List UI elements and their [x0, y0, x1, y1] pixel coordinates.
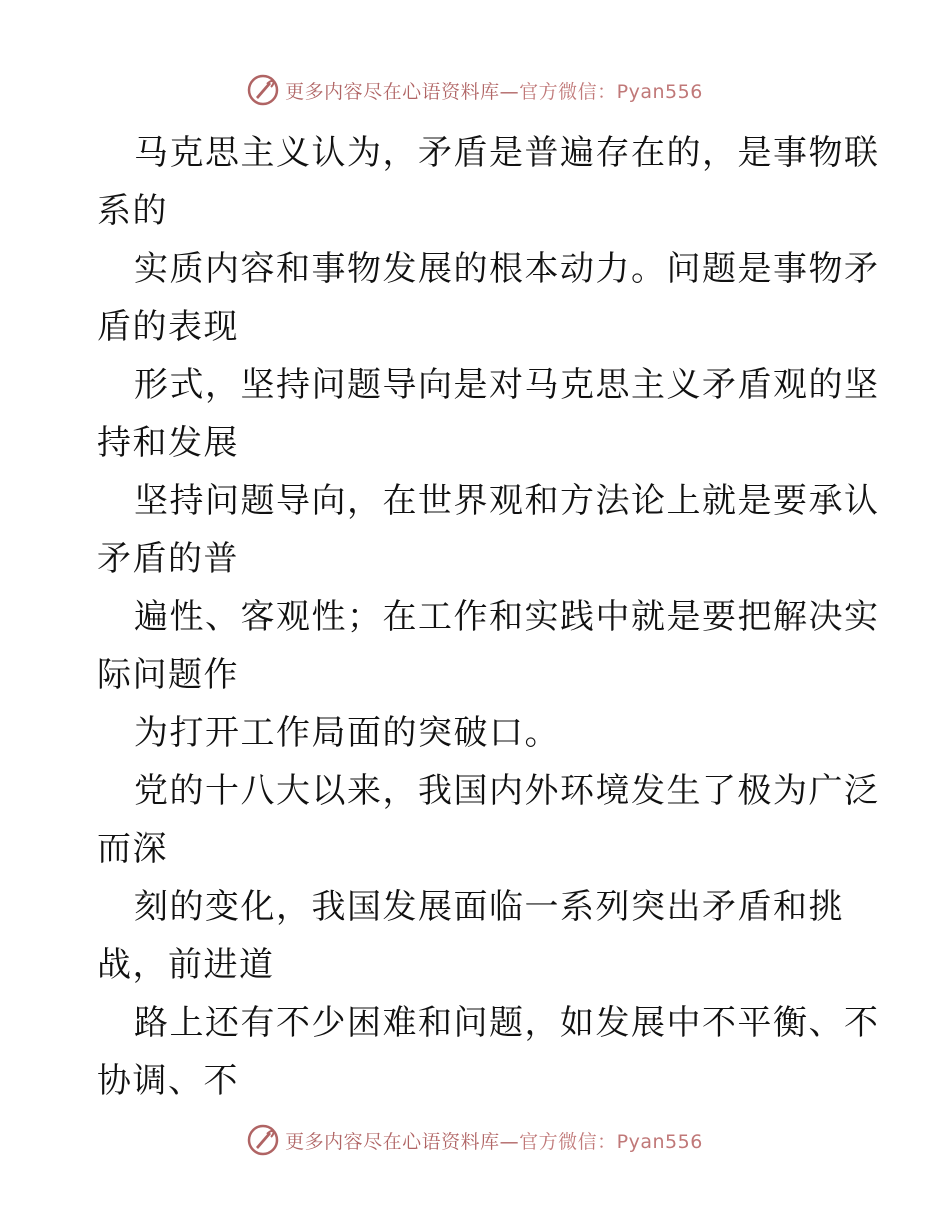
document-body: [97, 124, 880, 1110]
text-line: 系的: [97, 191, 168, 231]
banner-site-text: 更多内容尽在心语资料库—: [285, 1130, 520, 1153]
text-line: 党的十八大以来，我国内外环境发生了极为广泛: [134, 771, 880, 811]
text-line: 战，前进道: [97, 945, 275, 985]
banner-site-text: 更多内容尽在心语资料库—: [285, 80, 520, 103]
banner-wechat-text: 官方微信：Pyan556: [519, 1130, 703, 1153]
text-line: 协调、不: [97, 1061, 239, 1101]
text-line: 为打开工作局面的突破口。: [134, 713, 560, 753]
text-line: 矛盾的普: [97, 539, 239, 579]
feather-pen-logo-icon: [247, 1124, 279, 1156]
banner-wechat-text: 官方微信：Pyan556: [519, 80, 703, 103]
text-line: 遍性、客观性；在工作和实践中就是要把解决实: [134, 597, 880, 637]
text-line: 盾的表现: [97, 307, 239, 347]
header-banner: [0, 70, 950, 110]
text-line: 形式，坚持问题导向是对马克思主义矛盾观的坚: [134, 365, 880, 405]
footer-banner: [0, 1120, 950, 1160]
banner-text: [285, 77, 703, 104]
text-line: 马克思主义认为，矛盾是普遍存在的，是事物联: [134, 133, 880, 173]
text-line: 坚持问题导向，在世界观和方法论上就是要承认: [134, 481, 880, 521]
text-line: 持和发展: [97, 423, 239, 463]
banner-text: [285, 1127, 703, 1154]
text-line: 而深: [97, 829, 168, 869]
feather-pen-logo-icon: [247, 74, 279, 106]
text-line: 路上还有不少困难和问题，如发展中不平衡、不: [134, 1003, 880, 1043]
text-line: 际问题作: [97, 655, 239, 695]
text-line: 刻的变化，我国发展面临一系列突出矛盾和挑: [134, 887, 844, 927]
text-line: 实质内容和事物发展的根本动力。问题是事物矛: [134, 249, 880, 289]
